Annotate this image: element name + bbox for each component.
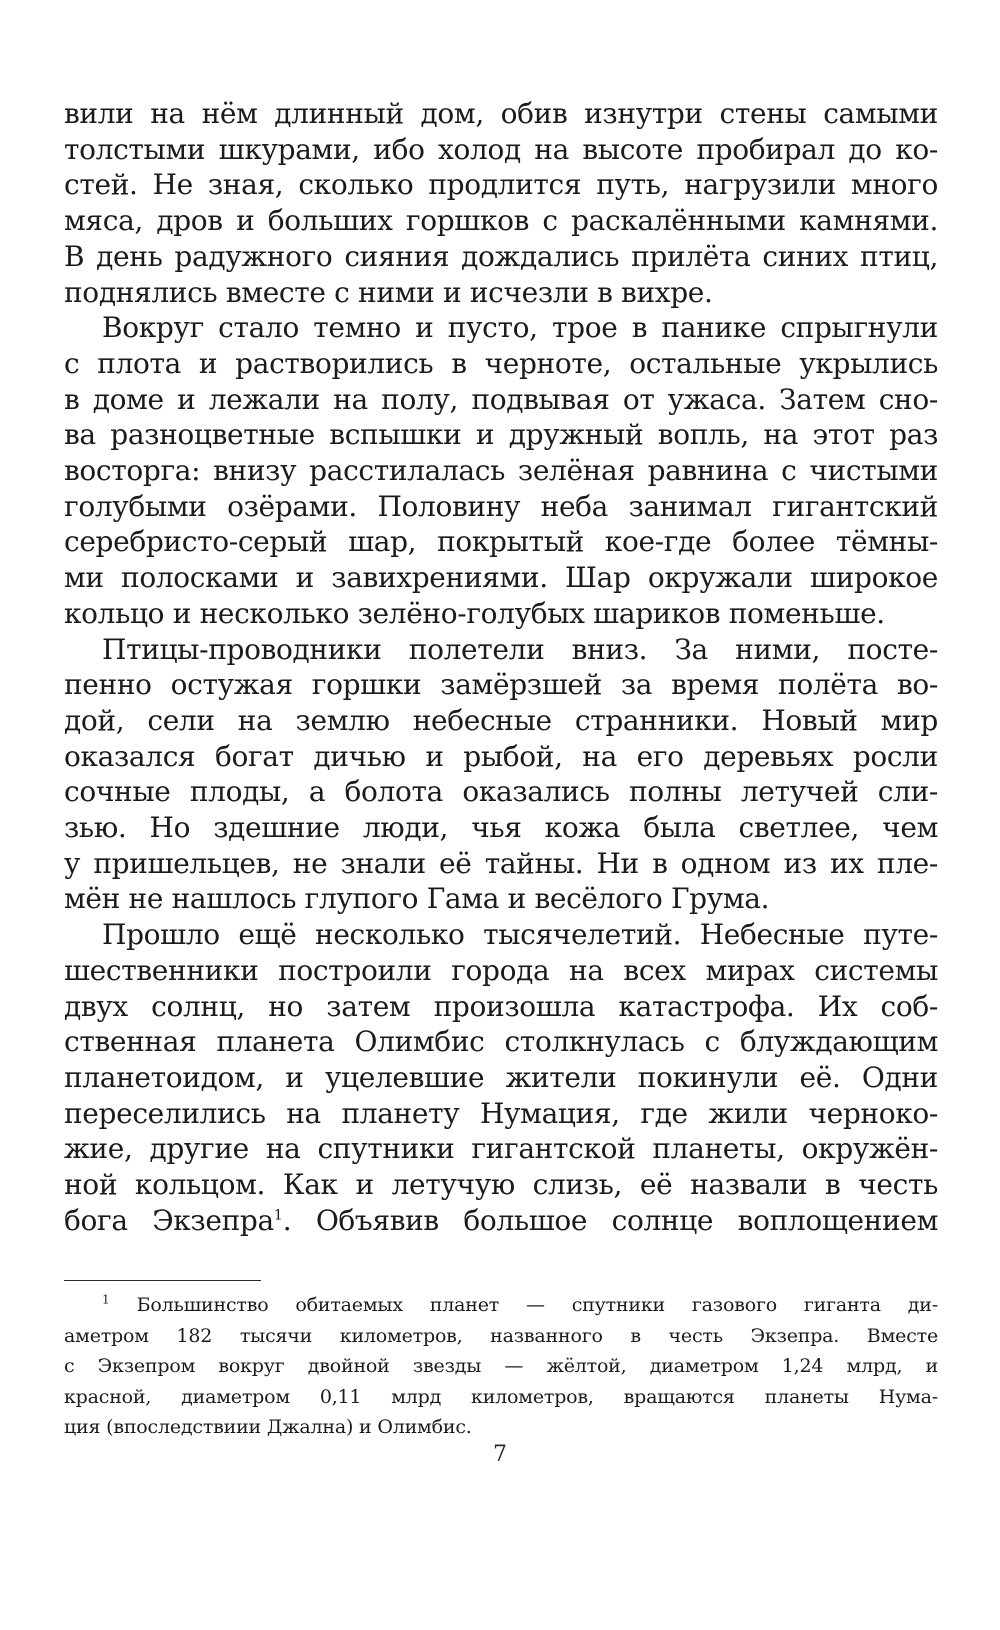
footnote-text: Большинство обитаемых планет — спутники газового гиганта ди- bbox=[136, 1294, 938, 1316]
footnote-line: аметром 182 тысячи километров, названного в честь Экзепра. Вместе bbox=[64, 1324, 938, 1347]
text-line: переселились на планету Нумация, где жили черноко- bbox=[64, 1096, 938, 1130]
text-line: мяса, дров и больших горшков с раскалёнными камнями. bbox=[64, 204, 938, 238]
text-line: ми полосками и завихрениями. Шар окружали широкое bbox=[64, 561, 938, 595]
text-line: кольцо и несколько зелёно-голубых шариков поменьше. bbox=[64, 596, 885, 630]
text-line: оказался богат дичью и рыбой, на его деревьях росли bbox=[64, 739, 938, 773]
text-line: серебристо-серый шар, покрытый кое-где более тёмны- bbox=[64, 525, 938, 559]
text-line: вили на нём длинный дом, обив изнутри стены самыми bbox=[64, 97, 938, 130]
page-number: 7 bbox=[493, 1442, 507, 1467]
text-line: шественники построили города на всех мирах системы bbox=[64, 953, 938, 987]
text-line: мён не нашлось глупого Гама и весёлого Грума. bbox=[64, 882, 770, 916]
footnote-line: ция (впоследствиии Джална) и Олимбис. bbox=[64, 1416, 472, 1439]
footnote-line: с Экзепром вокруг двойной звезды — жёлтой, диаметром 1,24 млрд, и bbox=[64, 1355, 938, 1378]
text-line: восторга: внизу расстилалась зелёная равнина с чистыми bbox=[64, 454, 938, 488]
text-line: сочные плоды, а болота оказались полны летучей сли- bbox=[64, 775, 938, 809]
text-line: голубыми озёрами. Половину неба занимал гигантский bbox=[64, 489, 938, 523]
text-line: дой, сели на землю небесные странники. Новый мир bbox=[64, 703, 938, 737]
footnote-line bbox=[64, 1290, 938, 1321]
text-line: двух солнц, но затем произошла катастрофа. Их соб- bbox=[64, 989, 938, 1023]
footnote-marker: 1 bbox=[102, 1292, 110, 1307]
main-text bbox=[64, 96, 938, 1239]
text-line-with-footnote-ref bbox=[64, 1203, 938, 1239]
text-line: толстыми шкурами, ибо холод на высоте пробирал до ко- bbox=[64, 132, 938, 166]
text-line: планетоидом, и уцелевшие жители покинули её. Одни bbox=[64, 1060, 938, 1094]
footnote-reference[interactable]: 1 bbox=[273, 1207, 283, 1224]
text-line: поднялись вместе с ними и исчезли в вихре. bbox=[64, 275, 713, 309]
footnote bbox=[64, 1290, 938, 1443]
footnote-divider bbox=[64, 1280, 261, 1281]
text-line: зью. Но здешние люди, чья кожа была светлее, чем bbox=[64, 811, 938, 845]
text-line: жие, другие на спутники гигантской планеты, окружён- bbox=[64, 1132, 938, 1166]
text-line: Вокруг стало темно и пусто, трое в панике спрыгнули bbox=[102, 311, 938, 345]
text-line: ной кольцом. Как и летучую слизь, её назвали в честь bbox=[64, 1168, 938, 1202]
text-line: в доме и лежали на полу, подвывая от ужаса. Затем сно- bbox=[64, 382, 938, 416]
text-line: стей. Не зная, сколько продлится путь, нагрузили много bbox=[64, 168, 938, 202]
text-fragment: . Объявив большое солнце воплощением bbox=[282, 1203, 939, 1237]
text-fragment: бога Экзепра bbox=[64, 1203, 274, 1237]
text-line: ственная планета Олимбис столкнулась с блуждающим bbox=[64, 1025, 938, 1059]
text-line: В день радужного сияния дождались прилёта синих птиц, bbox=[64, 239, 938, 273]
footnote-line: красной, диаметром 0,11 млрд километров, вращаются планеты Нума- bbox=[64, 1385, 938, 1408]
text-line: у пришельцев, не знали её тайны. Ни в одном из их пле- bbox=[64, 846, 938, 880]
text-line: Птицы-проводники полетели вниз. За ними, посте- bbox=[102, 632, 938, 666]
text-line: ва разноцветные вспышки и дружный вопль, на этот раз bbox=[64, 418, 938, 452]
text-line: Прошло ещё несколько тысячелетий. Небесные путе- bbox=[102, 918, 938, 952]
text-line: с плота и растворились в черноте, остальные укрылись bbox=[64, 346, 938, 380]
text-line: пенно остужая горшки замёрзшей за время полёта во- bbox=[64, 668, 938, 702]
